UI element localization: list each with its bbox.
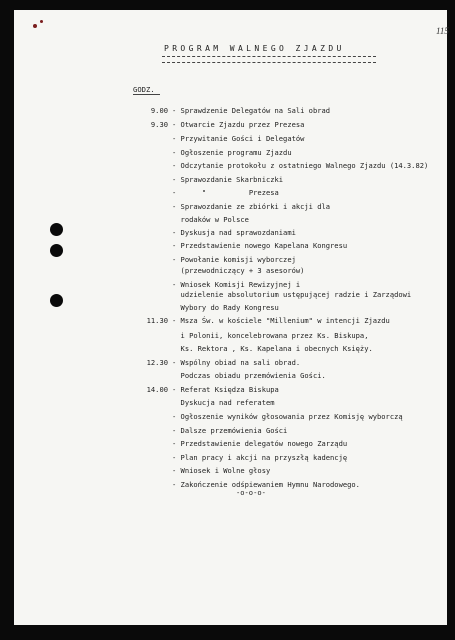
item-dash xyxy=(172,266,181,275)
item-dash: - xyxy=(172,480,181,489)
schedule-item xyxy=(172,480,360,489)
item-dash: - xyxy=(172,358,181,367)
item-text: Odczytanie protokołu z ostatniego Walnego Zjazdu (14.3.82) xyxy=(180,161,429,170)
item-dash xyxy=(172,344,181,353)
item-dash: - xyxy=(172,228,181,237)
schedule-item xyxy=(172,412,403,421)
item-dash: - xyxy=(172,120,181,129)
document-page xyxy=(14,10,447,625)
item-text: Zakończenie odśpiewaniem Hymnu Narodowego. xyxy=(180,480,360,489)
schedule-item xyxy=(172,106,330,115)
schedule-item xyxy=(172,255,296,264)
item-dash xyxy=(172,398,181,407)
item-text: Sprawozdanie ze zbiórki i akcji dla xyxy=(180,202,331,211)
page-number: 115 xyxy=(436,26,449,36)
item-text: Dyskusja nad sprawozdaniami xyxy=(180,228,296,237)
item-dash: - xyxy=(172,439,181,448)
schedule-time: 9.00 xyxy=(150,106,168,115)
schedule-item xyxy=(172,331,368,340)
item-text: Wybory do Rady Kongresu xyxy=(180,303,279,312)
schedule-item xyxy=(172,266,304,275)
schedule-item xyxy=(172,303,279,312)
schedule-item xyxy=(172,175,283,184)
schedule-item xyxy=(172,316,390,325)
schedule-time: 14.00 xyxy=(146,385,168,394)
item-dash: - xyxy=(172,202,181,211)
schedule-item xyxy=(172,228,296,237)
punch-hole xyxy=(50,294,63,307)
item-text: Powołanie komisji wyborczej xyxy=(180,255,296,264)
item-text: Ogłoszenie programu Zjazdu xyxy=(180,148,292,157)
end-separator: -o-o-o- xyxy=(236,488,266,497)
schedule-item xyxy=(172,188,279,197)
schedule-time: 11.30 xyxy=(146,316,168,325)
item-text: Sprawozdanie Skarbniczki xyxy=(180,175,284,184)
item-text: i Polonii, koncelebrowana przez Ks. Biskupa, xyxy=(180,331,369,340)
item-dash: - xyxy=(172,280,181,289)
item-text: Dyskucja nad referatem xyxy=(180,398,275,407)
schedule-item xyxy=(172,385,279,394)
schedule-item xyxy=(172,215,249,224)
item-text: (przewodniczący + 3 asesorów) xyxy=(180,266,305,275)
punch-hole xyxy=(50,223,63,236)
item-dash: - xyxy=(172,426,181,435)
item-text: Wniosek i Wolne głosy xyxy=(180,466,271,475)
item-text: Ogłoszenie wyników głosowania przez Komisję wyborczą xyxy=(180,412,403,421)
schedule-time: 12.30 xyxy=(146,358,168,367)
schedule-item xyxy=(172,344,373,353)
item-dash: - xyxy=(172,316,181,325)
schedule-item xyxy=(172,290,411,299)
item-text: Msza Św. w kościele "Millenium" w intencji Zjazdu xyxy=(180,316,390,325)
item-text: Plan pracy i akcji na przyszłą kadencję xyxy=(180,453,348,462)
item-dash: - xyxy=(172,255,181,264)
item-dash: - xyxy=(172,175,181,184)
item-text: Dalsze przemówienia Gości xyxy=(180,426,288,435)
item-text: rodaków w Polsce xyxy=(180,215,249,224)
schedule-item xyxy=(172,134,304,143)
schedule-item xyxy=(172,466,270,475)
schedule-item xyxy=(172,398,275,407)
item-dash: - xyxy=(172,466,181,475)
title-underline xyxy=(162,56,376,63)
item-dash: - xyxy=(172,148,181,157)
schedule-item xyxy=(172,280,300,289)
item-text: " Prezesa xyxy=(180,188,279,197)
document-title: PROGRAM WALNEGO ZJAZDU xyxy=(164,44,345,53)
time-column-header: GODZ. xyxy=(133,85,155,94)
ink-mark xyxy=(40,20,43,23)
item-text: Sprawdzenie Delegatów na Sali obrad xyxy=(180,106,331,115)
item-text: Referat Księdza Biskupa xyxy=(180,385,279,394)
header-underline xyxy=(133,94,160,95)
item-dash: - xyxy=(172,241,181,250)
item-dash xyxy=(172,331,181,340)
schedule-item xyxy=(172,439,347,448)
item-dash: - xyxy=(172,134,181,143)
item-text: Przywitanie Gości i Delegatów xyxy=(180,134,305,143)
schedule-item xyxy=(172,453,347,462)
item-text: udzielenie absolutorium ustępującej radzie i Zarządowi xyxy=(180,290,412,299)
item-dash: - xyxy=(172,412,181,421)
item-text: Otwarcie Zjazdu przez Prezesa xyxy=(180,120,305,129)
item-dash xyxy=(172,290,181,299)
schedule-item xyxy=(172,371,326,380)
item-dash xyxy=(172,215,181,224)
schedule-item xyxy=(172,161,428,170)
item-text: Wspólny obiad na sali obrad. xyxy=(180,358,301,367)
schedule-item xyxy=(172,426,287,435)
item-text: Przedstawienie delegatów nowego Zarządu xyxy=(180,439,348,448)
item-dash: - xyxy=(172,106,181,115)
item-dash: - xyxy=(172,161,181,170)
schedule-item xyxy=(172,202,330,211)
item-text: Przedstawienie nowego Kapelana Kongresu xyxy=(180,241,348,250)
item-dash xyxy=(172,371,181,380)
schedule-time: 9.30 xyxy=(150,120,168,129)
schedule-item xyxy=(172,358,300,367)
item-dash xyxy=(172,303,181,312)
item-text: Podczas obiadu przemówienia Gości. xyxy=(180,371,326,380)
schedule-item xyxy=(172,120,304,129)
schedule-item xyxy=(172,148,292,157)
item-text: Wniosek Komisji Rewizyjnej i xyxy=(180,280,301,289)
item-text: Ks. Rektora , Ks. Kapelana i obecnych Księży. xyxy=(180,344,373,353)
item-dash: - xyxy=(172,385,181,394)
ink-mark xyxy=(33,24,37,28)
item-dash: - xyxy=(172,188,181,197)
punch-hole xyxy=(50,244,63,257)
schedule-item xyxy=(172,241,347,250)
item-dash: - xyxy=(172,453,181,462)
